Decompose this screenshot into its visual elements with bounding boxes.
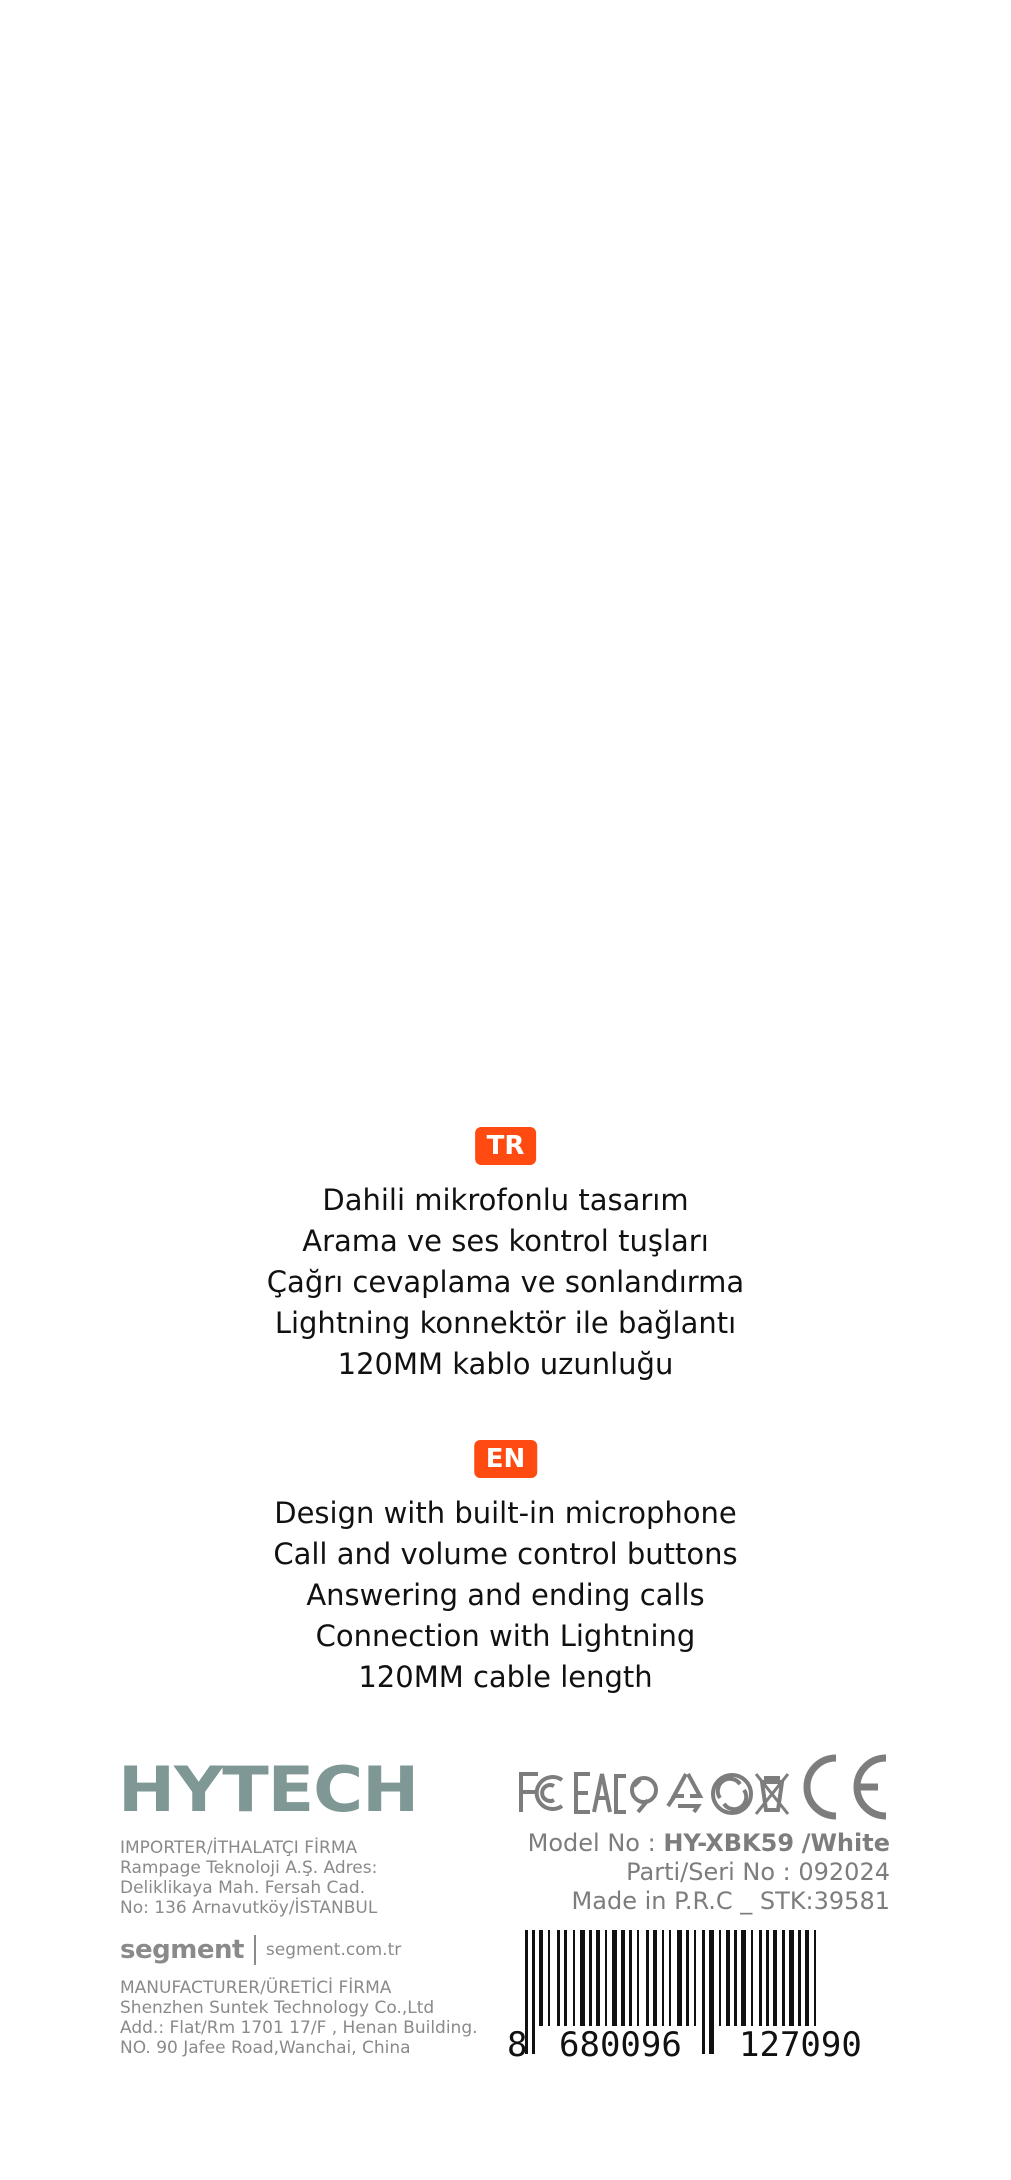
barcode-bar (548, 1930, 550, 2026)
segment-divider (254, 1935, 256, 1965)
manufacturer-line-3: Add.: Flat/Rm 1701 17/F , Henan Building. (120, 2018, 478, 2038)
manufacturer-line-2: Shenzhen Suntek Technology Co.,Ltd (120, 1998, 435, 2018)
barcode-right-digits: 127090 (739, 2025, 862, 2060)
manufacturer-line-4: NO. 90 Jafee Road,Wanchai, China (120, 2038, 411, 2058)
badge-tr: TR (475, 1127, 537, 1165)
recycle-mark (668, 1774, 700, 1812)
barcode-bar (709, 1930, 714, 2054)
importer-line-4: No: 136 Arnavutköy/İSTANBUL (120, 1898, 378, 1918)
barcode-bar (564, 1930, 567, 2026)
barcode-bar (573, 1930, 575, 2026)
eac-mark (576, 1774, 626, 1812)
importer-block (120, 1838, 377, 1918)
barcode-bar (662, 1930, 664, 2026)
tr-feature-3: Çağrı cevaplama ve sonlandırma (266, 1265, 745, 1299)
barcode-bar (646, 1930, 649, 2026)
hytech-logo: HYTECH (118, 1753, 419, 1826)
barcode-bar (694, 1930, 696, 2026)
barcode-bar (719, 1930, 721, 2026)
barcode-bar (605, 1930, 607, 2026)
model-label: Model No : (527, 1829, 656, 1857)
barcode (503, 1930, 893, 2060)
importer-line-3: Deliklikaya Mah. Fersah Cad. (120, 1878, 366, 1898)
barcode-bar (782, 1930, 785, 2026)
en-feature-3: Answering and ending calls (306, 1578, 705, 1612)
certification-marks (518, 1750, 890, 1820)
barcode-first-digit: 8 (507, 2025, 528, 2060)
barcode-bar (686, 1930, 689, 2026)
barcode-bar (629, 1930, 632, 2026)
en-feature-2: Call and volume control buttons (273, 1537, 738, 1571)
en-feature-list (0, 1493, 1011, 1698)
barcode-bar (539, 1930, 543, 2026)
barcode-bar (766, 1930, 769, 2026)
serial-number: Parti/Seri No : 092024 (626, 1858, 890, 1886)
barcode-bar (734, 1930, 737, 2026)
tr-feature-4: Lightning konnektör ile bağlantı (274, 1306, 737, 1340)
barcode-bar (741, 1930, 746, 2026)
model-value: HY-XBK59 (663, 1829, 795, 1857)
barcode-bar (612, 1930, 617, 2026)
segment-brand (120, 1935, 401, 1965)
tr-feature-5: 120MM kablo uzunluğu (337, 1347, 674, 1381)
importer-line-1: IMPORTER/İTHALATÇI FİRMA (120, 1838, 358, 1858)
barcode-bar (580, 1930, 585, 2026)
barcode-left-digits: 680096 (559, 2025, 682, 2060)
barcode-bar (669, 1930, 671, 2026)
barcode-bar (532, 1930, 535, 2054)
en-feature-1: Design with built-in microphone (274, 1496, 737, 1530)
barcode-bar (759, 1930, 762, 2026)
fc-mark (521, 1774, 562, 1812)
barcode-bar (653, 1930, 657, 2026)
barcode-bar (596, 1930, 600, 2026)
weee-bin-mark (756, 1774, 788, 1814)
tr-feature-1: Dahili mikrofonlu tasarım (322, 1183, 689, 1217)
tr-feature-list (0, 1180, 1011, 1385)
barcode-bar (621, 1930, 625, 2026)
barcode-bar (589, 1930, 592, 2026)
barcode-bar (702, 1930, 705, 2054)
paper-recycle-mark (632, 1778, 656, 1812)
model-color: /White (801, 1829, 890, 1857)
manufacturer-block (120, 1978, 478, 2058)
barcode-bar (677, 1930, 682, 2026)
barcode-bar (773, 1930, 777, 2026)
barcode-bar (798, 1930, 801, 2026)
segment-url: segment.com.tr (265, 1940, 402, 1960)
manufacturer-line-1: MANUFACTURER/ÜRETİCİ FİRMA (120, 1978, 392, 1998)
made-in: Made in P.R.C _ STK:39581 (571, 1887, 890, 1915)
barcode-bar (814, 1930, 816, 2026)
barcode-bar (637, 1930, 639, 2026)
importer-line-2: Rampage Teknoloji A.Ş. Adres: (120, 1858, 378, 1878)
green-dot-mark (713, 1775, 751, 1813)
segment-logo: segment (120, 1935, 244, 1965)
barcode-bar (726, 1930, 730, 2026)
ce-mark (807, 1758, 886, 1816)
en-feature-4: Connection with Lightning (315, 1619, 696, 1653)
barcode-bar (557, 1930, 560, 2026)
tr-feature-2: Arama ve ses kontrol tuşları (302, 1224, 709, 1258)
barcode-bar (805, 1930, 809, 2026)
en-feature-5: 120MM cable length (358, 1660, 653, 1694)
barcode-bar (789, 1930, 794, 2026)
model-number (528, 1829, 890, 1858)
badge-en: EN (474, 1440, 538, 1478)
barcode-bar (751, 1930, 753, 2026)
